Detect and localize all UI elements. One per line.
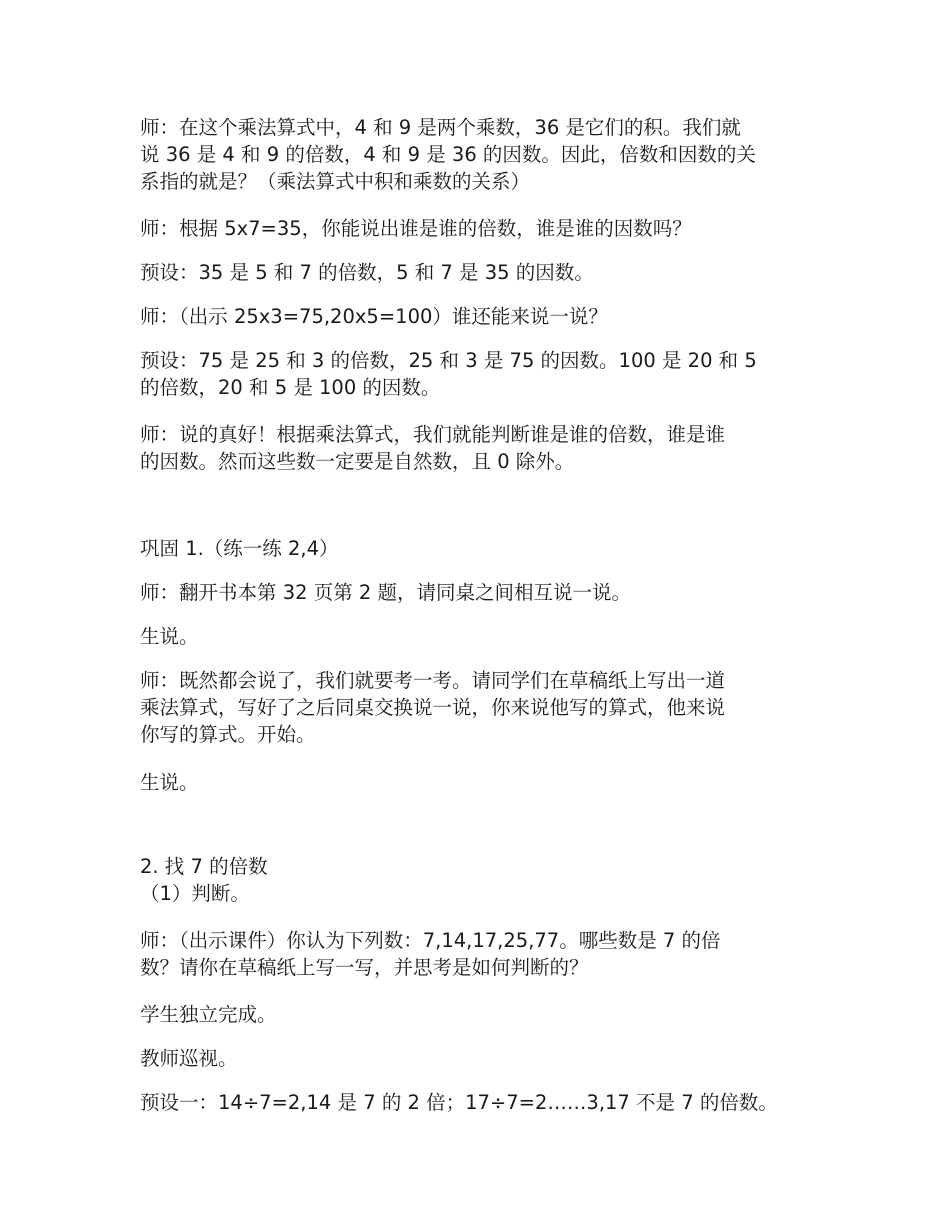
text-line: 预设一：14÷7=2,14 是 7 的 2 倍；17÷7=2……3,17 不是 7 的倍数。 <box>140 1091 778 1114</box>
text-line: 乘法算式，写好了之后同桌交换说一说，你来说他写的算式，他来说 <box>140 696 726 719</box>
text-line: 师：翻开书本第 32 页第 2 题，请同桌之间相互说一说。 <box>140 581 632 604</box>
text-line: 巩固 1.（练一练 2,4） <box>140 537 339 560</box>
text-line: 说 36 是 4 和 9 的倍数，4 和 9 是 36 的因数。因此，倍数和因数的关 <box>140 143 756 166</box>
paragraph-students-speak-2 <box>140 769 820 796</box>
text-line: 生说。 <box>140 771 199 794</box>
paragraph-teacher-patrol <box>140 1045 820 1072</box>
paragraph-teacher-intro <box>140 114 820 195</box>
paragraph-teacher-book <box>140 579 820 606</box>
text-line: 预设：35 是 5 和 7 的倍数，5 和 7 是 35 的因数。 <box>140 261 594 284</box>
text-line: 学生独立完成。 <box>140 1003 277 1026</box>
text-line: 你写的算式。开始。 <box>140 723 316 746</box>
text-line: 师：在这个乘法算式中，4 和 9 是两个乘数，36 是它们的积。我们就 <box>140 116 741 139</box>
paragraph-teacher-question <box>140 215 820 242</box>
text-line: 预设：75 是 25 和 3 的倍数，25 和 3 是 75 的因数。100 是 20 和 5 <box>140 349 757 372</box>
text-line: 的倍数，20 和 5 是 100 的因数。 <box>140 376 441 399</box>
paragraph-teacher-test <box>140 667 820 748</box>
paragraph-teacher-show <box>140 303 820 330</box>
section-heading-find-multiples <box>140 853 820 907</box>
text-line: 师：根据 5x7=35，你能说出谁是谁的倍数，谁是谁的因数吗？ <box>140 217 692 240</box>
text-line: 师：说的真好！根据乘法算式，我们就能判断谁是谁的倍数，谁是谁 <box>140 423 726 446</box>
text-line: 生说。 <box>140 625 199 648</box>
paragraph-student-independent <box>140 1001 820 1028</box>
paragraph-preset-answer <box>140 259 820 286</box>
text-line: （1）判断。 <box>140 882 250 905</box>
text-line: 2. 找 7 的倍数 <box>140 855 268 878</box>
paragraph-students-speak <box>140 623 820 650</box>
text-line: 数？请你在草稿纸上写一写，并思考是如何判断的？ <box>140 956 589 979</box>
paragraph-preset-answer-2 <box>140 347 820 401</box>
paragraph-teacher-courseware <box>140 927 820 981</box>
text-line: 系指的就是？（乘法算式中积和乘数的关系） <box>140 170 531 193</box>
paragraph-preset-one <box>140 1089 840 1116</box>
text-line: 师：（出示课件）你认为下列数：7,14,17,25,77。哪些数是 7 的倍 <box>140 929 721 952</box>
text-line: 的因数。然而这些数一定要是自然数，且 0 除外。 <box>140 450 575 473</box>
text-line: 师：（出示 25x3=75,20x5=100）谁还能来说一说？ <box>140 305 608 328</box>
text-line: 教师巡视。 <box>140 1047 238 1070</box>
text-line: 师：既然都会说了，我们就要考一考。请同学们在草稿纸上写出一道 <box>140 669 726 692</box>
paragraph-teacher-summary <box>140 421 820 475</box>
section-heading-practice <box>140 535 820 562</box>
